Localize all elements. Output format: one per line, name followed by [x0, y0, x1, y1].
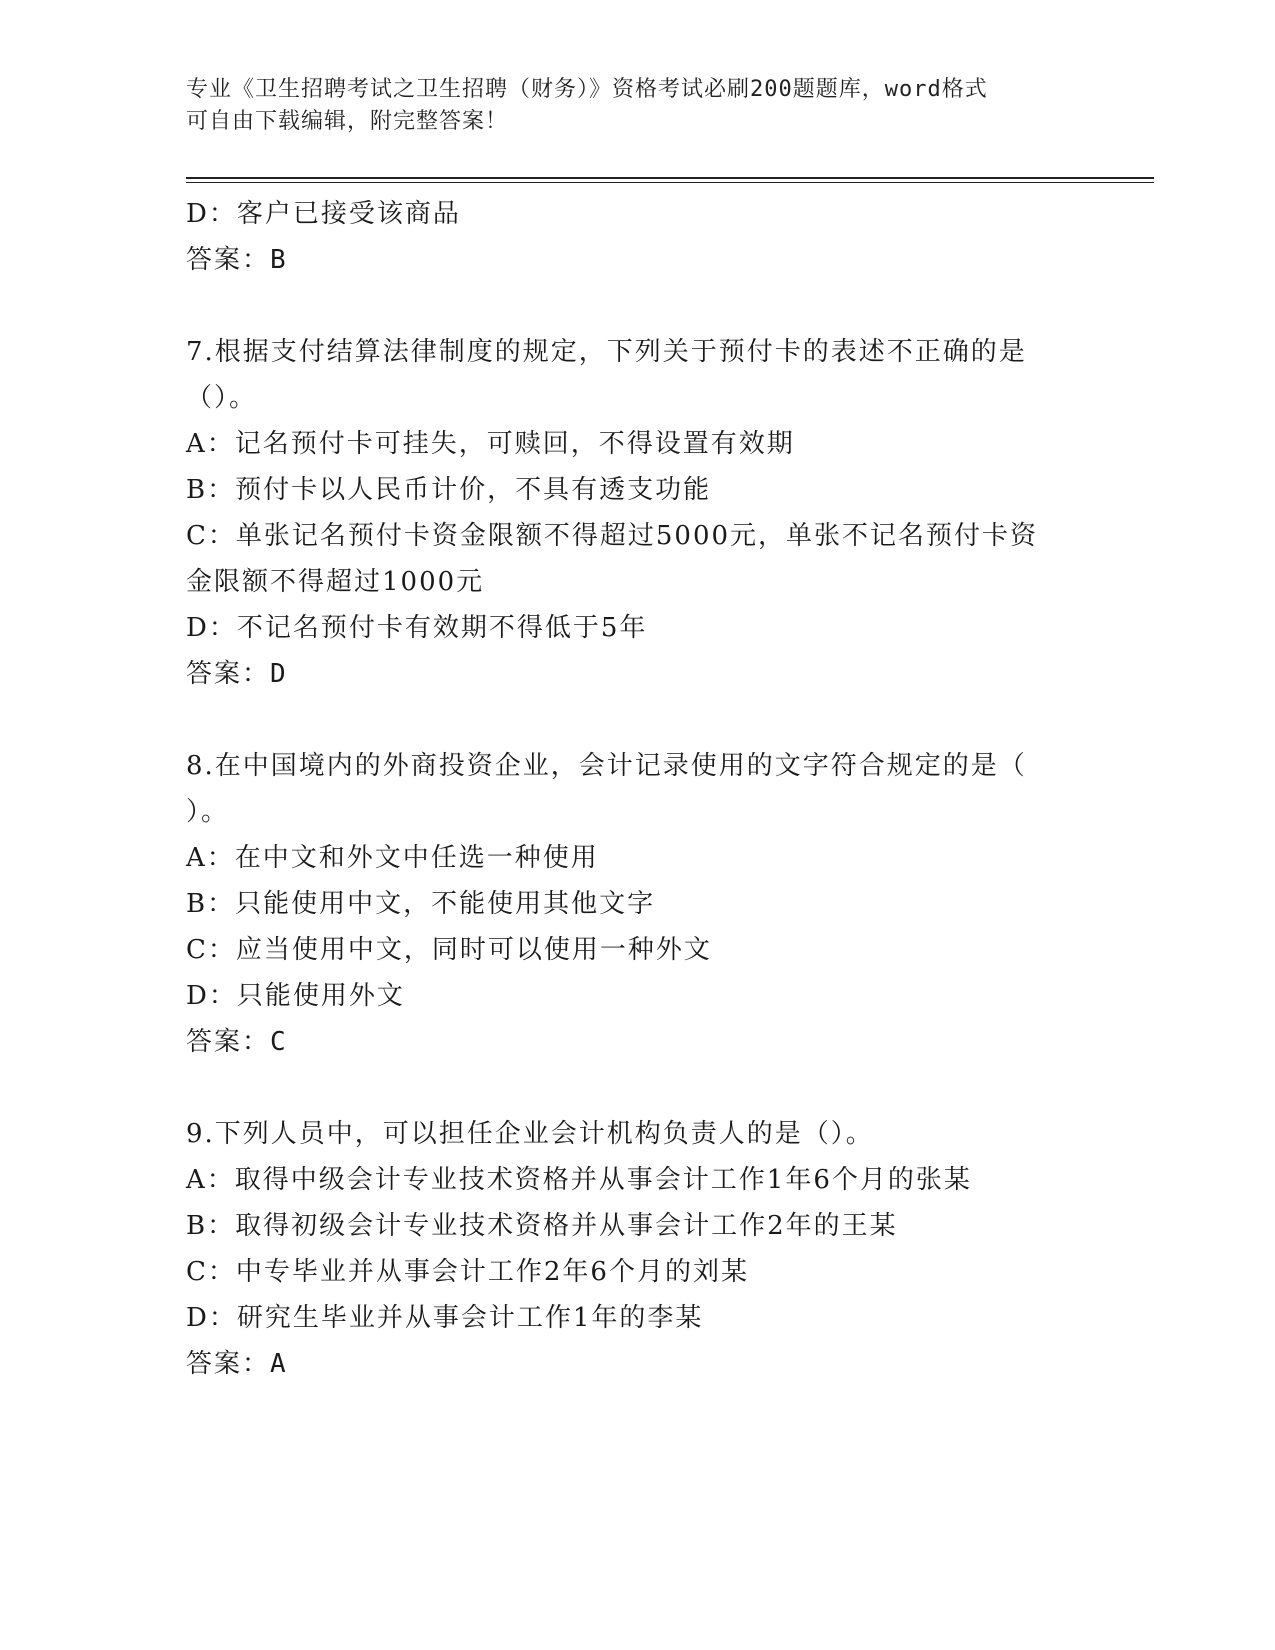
- question-9: [186, 1111, 1066, 1387]
- option-b: B：只能使用中文，不能使用其他文字: [186, 889, 656, 919]
- option-c: C：单张记名预付卡资金限额不得超过5000元，单张不记名预付卡资: [186, 521, 1039, 551]
- question-stem-cont: ）。: [186, 797, 230, 827]
- option-d: D：研究生毕业并从事会计工作1年的李某: [186, 1303, 704, 1333]
- option-a: A：在中文和外文中任选一种使用: [186, 843, 599, 873]
- option-d: D：客户已接受该商品: [186, 199, 461, 229]
- option-b: B：预付卡以人民币计价，不具有透支功能: [186, 475, 712, 505]
- answer: 答案：A: [186, 1349, 288, 1379]
- option-c: C：中专毕业并从事会计工作2年6个月的刘某: [186, 1257, 749, 1287]
- option-c-cont: 金限额不得超过1000元: [186, 567, 485, 597]
- option-a: A：取得中级会计专业技术资格并从事会计工作1年6个月的张某: [186, 1165, 972, 1195]
- question-stem: 7.根据支付结算法律制度的规定，下列关于预付卡的表述不正确的是: [186, 337, 1027, 367]
- answer: 答案：D: [186, 659, 288, 689]
- option-d: D：只能使用外文: [186, 981, 405, 1011]
- header-rule: [186, 177, 1154, 179]
- question-8: [186, 743, 1066, 1065]
- header-line-2: 可自由下载编辑，附完整答案！: [186, 109, 509, 134]
- option-b: B：取得初级会计专业技术资格并从事会计工作2年的王某: [186, 1211, 898, 1241]
- answer: 答案：B: [186, 245, 288, 275]
- option-c: C：应当使用中文，同时可以使用一种外文: [186, 935, 712, 965]
- option-d: D：不记名预付卡有效期不得低于5年: [186, 613, 648, 643]
- header-line-1: 专业《卫生招聘考试之卫生招聘（财务）》资格考试必刷200题题库，word格式: [186, 77, 988, 102]
- question-stem-cont: （）。: [186, 383, 258, 413]
- answer: 答案：C: [186, 1027, 288, 1057]
- question-stem: 9.下列人员中，可以担任企业会计机构负责人的是（）。: [186, 1119, 874, 1149]
- question-7: [186, 329, 1066, 697]
- header-rule-thin: [186, 182, 1154, 183]
- question-stem: 8.在中国境内的外商投资企业，会计记录使用的文字符合规定的是（: [186, 751, 1027, 781]
- question-6-tail: [186, 191, 1066, 283]
- spacer: [186, 1065, 1066, 1111]
- spacer: [186, 697, 1066, 743]
- option-a: A：记名预付卡可挂失，可赎回，不得设置有效期: [186, 429, 795, 459]
- question-list: [186, 191, 1066, 1387]
- page-header: [186, 74, 1066, 138]
- spacer: [186, 283, 1066, 329]
